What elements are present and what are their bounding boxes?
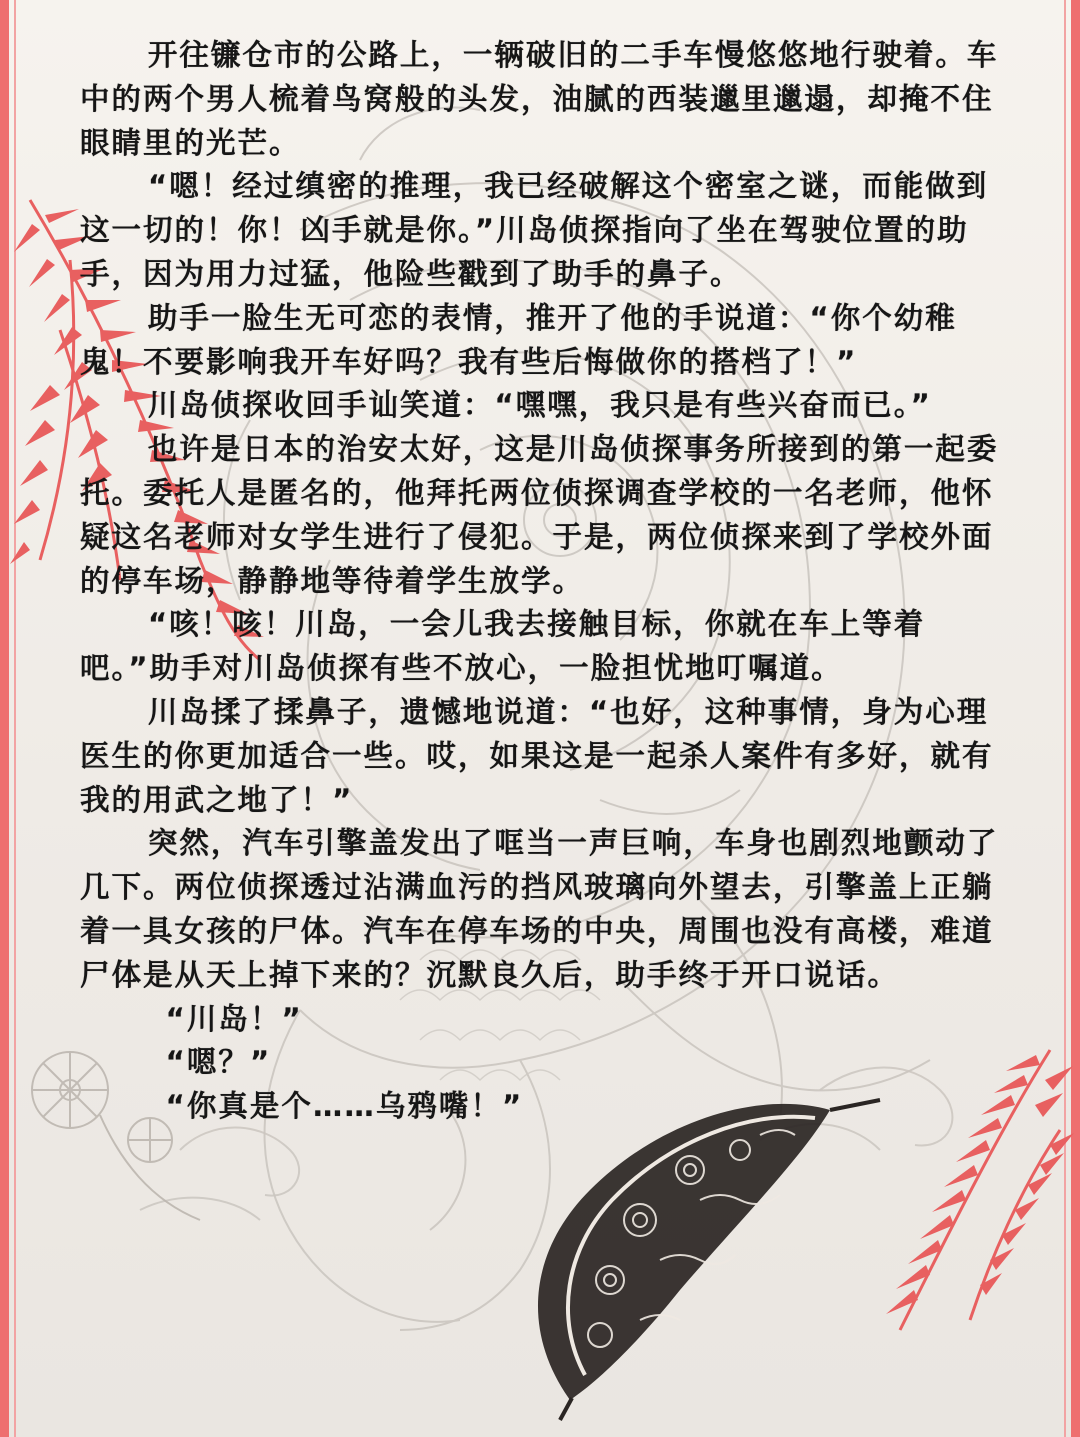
dialogue-line-3: “你真是个……乌鸦嘴！”: [165, 1089, 524, 1124]
paragraph-6: “咳！咳！川岛，一会儿我去接触目标，你就在车上等着吧。”助手对川岛侦探有些不放心，一脸担忧地叮嘱道。: [80, 607, 926, 686]
paragraph-8: 突然，汽车引擎盖发出了哐当一声巨响，车身也剧烈地颤动了几下。两位侦探透过沾满血污的挡风玻璃向外望去，引擎盖上正躺着一具女孩的尸体。汽车在停车场的中央，周围也没有高楼，难道尸体是从天上掉下来的？沉默良久后，助手终于开口说话。: [80, 826, 999, 992]
paragraph-1: 开往镰仓市的公路上，一辆破旧的二手车慢悠悠地行驶着。车中的两个男人梳着鸟窝般的头发，油腻的西装邋里邋遢，却掩不住眼睛里的光芒。: [80, 38, 999, 160]
paragraph-3: 助手一脸生无可恋的表情，推开了他的手说道：“你个幼稚鬼！不要影响我开车好吗？我有些后悔做你的搭档了！”: [80, 300, 957, 379]
paragraph-5: 也许是日本的治安太好，这是川岛侦探事务所接到的第一起委托。委托人是匿名的，他拜托两位侦探调查学校的一名老师，他怀疑这名老师对女学生进行了侵犯。于是，两位侦探来到了学校外面的停车场，静静地等待着学生放学。: [80, 432, 999, 598]
paragraph-2: “嗯！经过缜密的推理，我已经破解这个密室之谜，而能做到这一切的！你！凶手就是你。”川岛侦探指向了坐在驾驶位置的助手，因为用力过猛，他险些戳到了助手的鼻子。: [80, 169, 989, 291]
paragraph-7: 川岛揉了揉鼻子，遗憾地说道：“也好，这种事情，身为心理医生的你更加适合一些。哎，如果这是一起杀人案件有多好，就有我的用武之地了！”: [80, 694, 994, 817]
story-text: [80, 34, 1010, 1129]
patterned-feather: [538, 1100, 880, 1420]
paragraph-4: 川岛侦探收回手讪笑道：“嘿嘿，我只是有些兴奋而已。”: [147, 388, 932, 423]
dialogue-line-2: “嗯？”: [165, 1045, 272, 1080]
dialogue-line-1: “川岛！”: [165, 1001, 303, 1036]
